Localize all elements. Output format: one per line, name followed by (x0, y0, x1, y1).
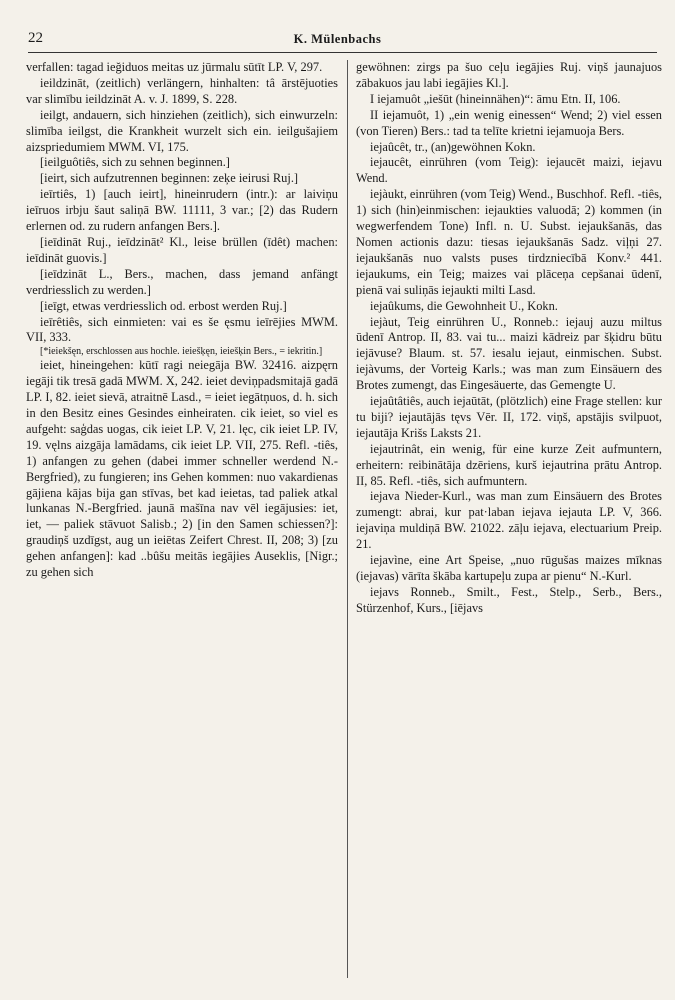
dictionary-entry: iejàukt, einrühren (vom Teig) Wend., Buschhof. Refl. -tiês, 1) sich (hin)einmischen: iejaukties valuodā; 2) kommen (in wegwerfendem Tone) Infl. n. U. Subst. iejaukšanās, das Nomen actionis dazu: tiesas iejaukšanās Sadz. viļņi 27. iejaukšanās nuo valsts puses tirdzniecībā Konv.² 441. iejaukums, ein Teig; maizes vai plāceņa cepšanai ūdenī, pienā vai suliņās iejaukti milti Lasd. (356, 187, 662, 297)
dictionary-entry: II iejamuôt, 1) „ein wenig einessen“ Wend; 2) viel essen (von Tieren) Bers.: tad ta telīte krietni iejamuoja Bers. (356, 107, 662, 138)
dictionary-entry: [ieirt, sich aufzutrennen beginnen: zeķe ieirusi Ruj.] (40, 171, 299, 186)
column-divider (347, 60, 348, 978)
dictionary-entry: [*ieiekšęn, erschlossen aus hochle. ieiešķęn, ieiešķin Bers., = iekritin.] (40, 346, 323, 358)
header-rule (28, 52, 657, 53)
dictionary-entry: iejaûtâtiês, auch iejaūtāt, (plötzlich) eine Frage stellen: kur tu biji? iejautājās tęvs Vēr. II, 172. viņš, apstājis svilpuot, iejautāja Krišs Laksts 21. (356, 394, 662, 440)
dictionary-entry: ieīrêtiês, sich einmieten: vai es še ęsmu ieīrējies MWM. VII, 333. (26, 314, 338, 345)
dictionary-entry: iejaucêt, einrühren (vom Teig): iejaucēt maizi, iejavu Wend. (356, 155, 662, 186)
dictionary-entry: ieīrtiês, 1) [auch ieirt], hineinrudern (intr.): ar laiviņu ieīruos irbju šaut saliņā BW. 11111, 3 var.; [2) das Rudern erlernen od. zu rudern anfangen Bers.]. (26, 187, 338, 234)
dictionary-entry: iejavs Ronneb., Smilt., Fest., Stelp., Serb., Bers., Stürzenhof, Kurs., [iējavs (356, 584, 662, 615)
dictionary-entry: iejàut, Teig einrühren U., Ronneb.: iejauj auzu miltus ūdenī Antrop. II, 83. vai tu... maizi kādreiz par šķidru būtu iejāvuse? Blaum. st. 57. iesalu iejaut, einmischen. Subst. iejàvums, der Vorteig Karls.; was man zum Einsäuern des Brotes zumengt, das Eingesäuerte, das Gemengte U. (356, 314, 662, 393)
page-number: 22 (28, 30, 43, 46)
left-column (26, 60, 338, 581)
dictionary-entry: [ieīdzināt L., Bers., machen, dass jemand anfängt verdriesslich zu werden.] (26, 266, 338, 297)
dictionary-entry: ieiet, hineingehen: kūtī ragi neiegāja BW. 32416. aizpęrn iegāji tik tresā gadā MWM. X, 242. ieiet deviņpadsmitajā gadā LP. I, 82. ieiet sievā, atraitnē Lasd., = ieiet iegātņuos, d. h. sich in den Besitz eines Gesindes einheiraten. cik ieiet, so viel es aufgeht: saģdas uogas, cik ieiet LP. V, 21. lęc, cik ieiet LP. IV, 19. vęlns aizgāja lamādams, cik ieiet LP. VII, 275. Refl. -tiês, 1) anfangen zu gehen (dabei immer schneller werdend N.-Bergfried), zu fungieren; ins Gehen kommen: nuo vakardienas gājiena kājas bija gan stīvas, bet kad ieietas, tad paliek atkal lunkanas N.-Bergfried. jaunā mašīna nav vēl iegājusies: iet, iet, — paliek stāvuot Salisb.; 2) [in den Samen schiessen?]: graudiņš uzdīgst, aug un ieiētas Zeifert Chrest. II, 208; 3) [zu gehen anfangen]: kad ..bûšu meitās iegājies Auseklis, [Nigr.; zu gehen sich (26, 358, 338, 580)
entry-continuation: gewöhnen: zirgs pa šuo ceļu iegājies Ruj. viņš jaunajuos zābakuos jau labi iegājies Kl.]. (356, 60, 662, 90)
running-head: K. Mülenbachs (293, 32, 382, 46)
dictionary-entry: I iejamuôt „iešūt (hineinnähen)“: āmu Etn. II, 106. (370, 91, 621, 106)
dictionary-entry: iejaûkums, die Gewohnheit U., Kokn. (370, 298, 558, 313)
dictionary-entry: [ieīdināt Ruj., ieīdzināt² Kl., leise brüllen (īdêt) machen: ieīdināt guovis.] (26, 234, 338, 265)
right-column (356, 60, 662, 617)
dictionary-entry: iejava Nieder-Kurl., was man zum Einsäuern des Brotes zumengt: abrai, kur pat·laban iejava iejauta LP. V, 366. iejaviņa muldiņā BW. 21022. zāļu iejava, electuarium Preip. 21. (356, 489, 662, 552)
dictionary-entry: [ieilguôtiês, sich zu sehnen beginnen.] (40, 155, 230, 170)
dictionary-entry: iejavìne, eine Art Speise, „nuo rūgušas maizes mīknas (iejavas) vārīta škāba kartupeļu zupa ar pienu“ N.-Kurl. (356, 553, 662, 583)
dictionary-entry: ieilgt, andauern, sich hinziehen (zeitlich), sich einwurzeln: slimība ieilgst, die Krankheit wurzelt sich ein. ieilgušajiem aizspriedumiem MWM. VI, 175. (26, 107, 338, 154)
dictionary-entry: ieildzināt, (zeitlich) verlängern, hinhalten: tâ ārstējuoties var slimību ieildzināt A. v. J. 1899, S. 228. (26, 75, 338, 106)
entry-continuation: verfallen: tagad ieğiduos meitas uz jūrmalu sūtīt LP. V, 297. (26, 60, 323, 74)
dictionary-entry: [ieīgt, etwas verdriesslich od. erbost werden Ruj.] (40, 298, 287, 313)
dictionary-entry: iejaûcêt, tr., (an)gewöhnen Kokn. (370, 139, 536, 154)
dictionary-entry: iejautrinât, ein wenig, für eine kurze Zeit aufmuntern, erheitern: reibinātāja dzēriens, kurš iejautrina prātu Antrop. II, 85. Refl. -tiês, sich aufmuntern. (356, 441, 662, 488)
